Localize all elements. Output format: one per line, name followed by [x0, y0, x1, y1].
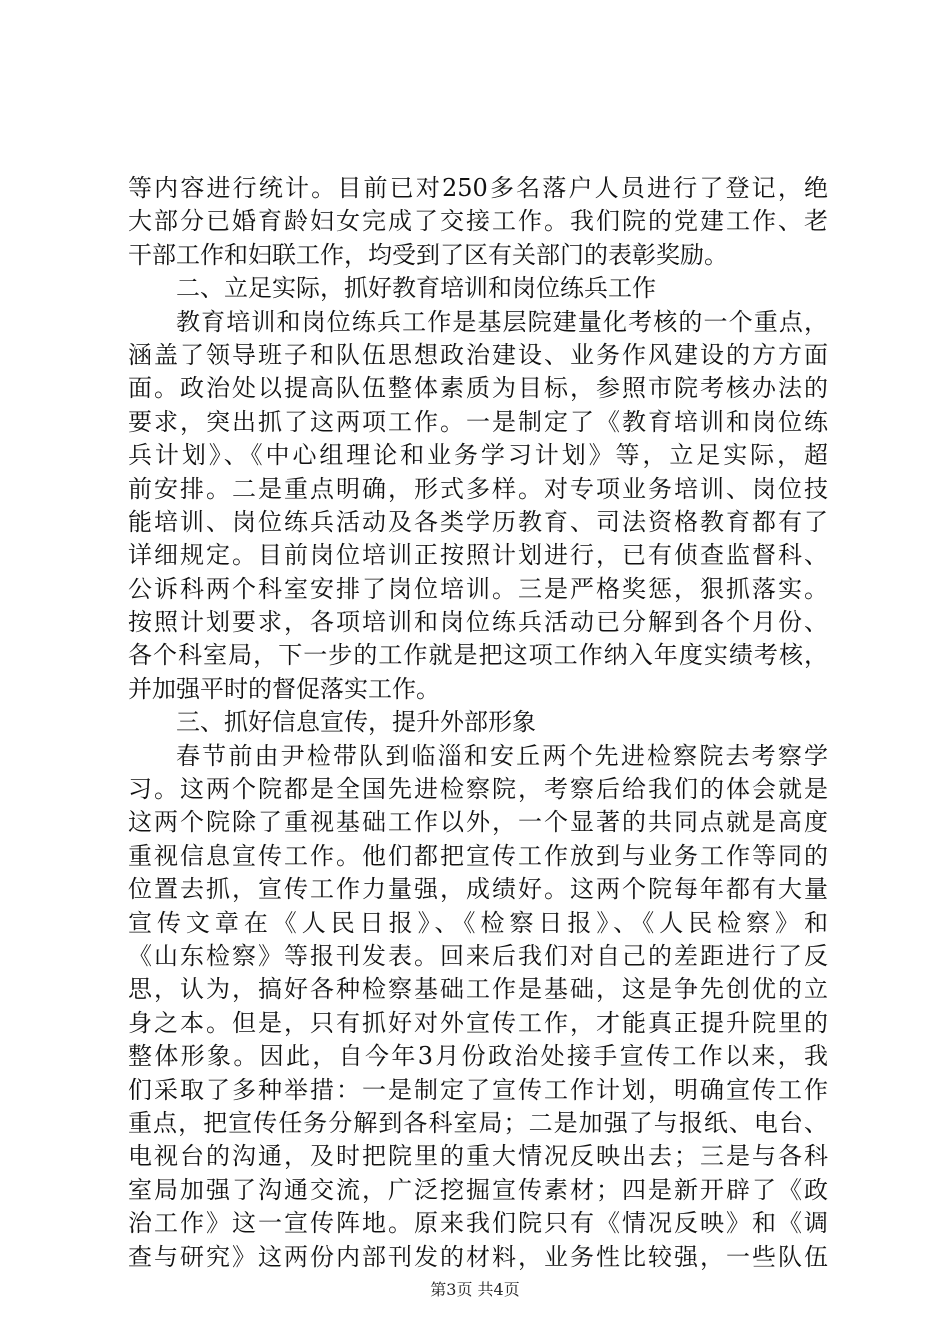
- text-line: 兵计划》、《中心组理论和业务学习计划》等，立足实际，超: [128, 441, 828, 470]
- text-line: 并加强平时的督促落实工作。: [128, 674, 440, 703]
- text-line: 干部工作和妇联工作，均受到了区有关部门的表彰奖励。: [128, 240, 728, 269]
- text-line: 按照计划要求，各项培训和岗位练兵活动已分解到各个月份、: [128, 608, 828, 637]
- text-line: 重视信息宣传工作。他们都把宣传工作放到与业务工作等同的: [128, 841, 828, 870]
- text-line: 大部分已婚育龄妇女完成了交接工作。我们院的党建工作、老: [128, 207, 828, 236]
- text-line: 这两个院除了重视基础工作以外，一个显著的共同点就是高度: [128, 808, 828, 837]
- paragraph-start-line: 春节前由尹检带队到临淄和安丘两个先进检察院去考察学: [176, 741, 828, 770]
- text-line: 治工作》这一宣传阵地。原来我们院只有《情况反映》和《调: [128, 1209, 828, 1238]
- text-line: 等内容进行统计。目前已对250多名落户人员进行了登记，绝: [128, 174, 828, 202]
- text-line: 详细规定。目前岗位培训正按照计划进行，已有侦查监督科、: [128, 541, 828, 570]
- text-line: 室局加强了沟通交流，广泛挖掘宣传素材；四是新开辟了《政: [128, 1175, 828, 1204]
- text-line: 面。政治处以提高队伍整体素质为目标，参照市院考核办法的: [128, 374, 828, 403]
- text-line: 习。这两个院都是全国先进检察院，考察后给我们的体会就是: [128, 775, 828, 804]
- text-line: 整体形象。因此，自今年3月份政治处接手宣传工作以来，我: [128, 1042, 828, 1071]
- text-line: 公诉科两个科室安排了岗位培训。三是严格奖惩，狠抓落实。: [128, 574, 828, 603]
- text-line: 能培训、岗位练兵活动及各类学历教育、司法资格教育都有了: [128, 507, 828, 536]
- text-line: 各个科室局，下一步的工作就是把这项工作纳入年度实绩考核，: [128, 641, 828, 670]
- text-line: 们采取了多种举措：一是制定了宣传工作计划，明确宣传工作: [128, 1075, 828, 1104]
- text-line: 位置去抓，宣传工作力量强，成绩好。这两个院每年都有大量: [128, 875, 828, 904]
- text-line: 思，认为，搞好各种检察基础工作是基础，这是争先创优的立: [128, 975, 828, 1004]
- text-line: 电视台的沟通，及时把院里的重大情况反映出去；三是与各科: [128, 1142, 828, 1171]
- paragraph-start-line: 二、立足实际，抓好教育培训和岗位练兵工作: [176, 274, 656, 303]
- text-line: 宣传文章在《人民日报》、《检察日报》、《人民检察》和: [128, 908, 828, 937]
- text-line: 涵盖了领导班子和队伍思想政治建设、业务作风建设的方方面: [128, 340, 828, 369]
- text-line: 前安排。二是重点明确，形式多样。对专项业务培训、岗位技: [128, 474, 828, 503]
- page-footer: 第3页 共4页: [430, 1280, 520, 1299]
- text-line: 身之本。但是，只有抓好对外宣传工作，才能真正提升院里的: [128, 1008, 828, 1037]
- text-line: 查与研究》这两份内部刊发的材料，业务性比较强，一些队伍: [128, 1242, 828, 1271]
- paragraph-start-line: 三、抓好信息宣传，提升外部形象: [176, 708, 536, 737]
- text-line: 要求，突出抓了这两项工作。一是制定了《教育培训和岗位练: [128, 407, 828, 436]
- document-body: [128, 172, 828, 1274]
- text-line: 重点，把宣传任务分解到各科室局；二是加强了与报纸、电台、: [128, 1108, 828, 1137]
- text-line: 《山东检察》等报刊发表。回来后我们对自己的差距进行了反: [128, 941, 828, 970]
- paragraph-start-line: 教育培训和岗位练兵工作是基层院建量化考核的一个重点，: [176, 307, 828, 336]
